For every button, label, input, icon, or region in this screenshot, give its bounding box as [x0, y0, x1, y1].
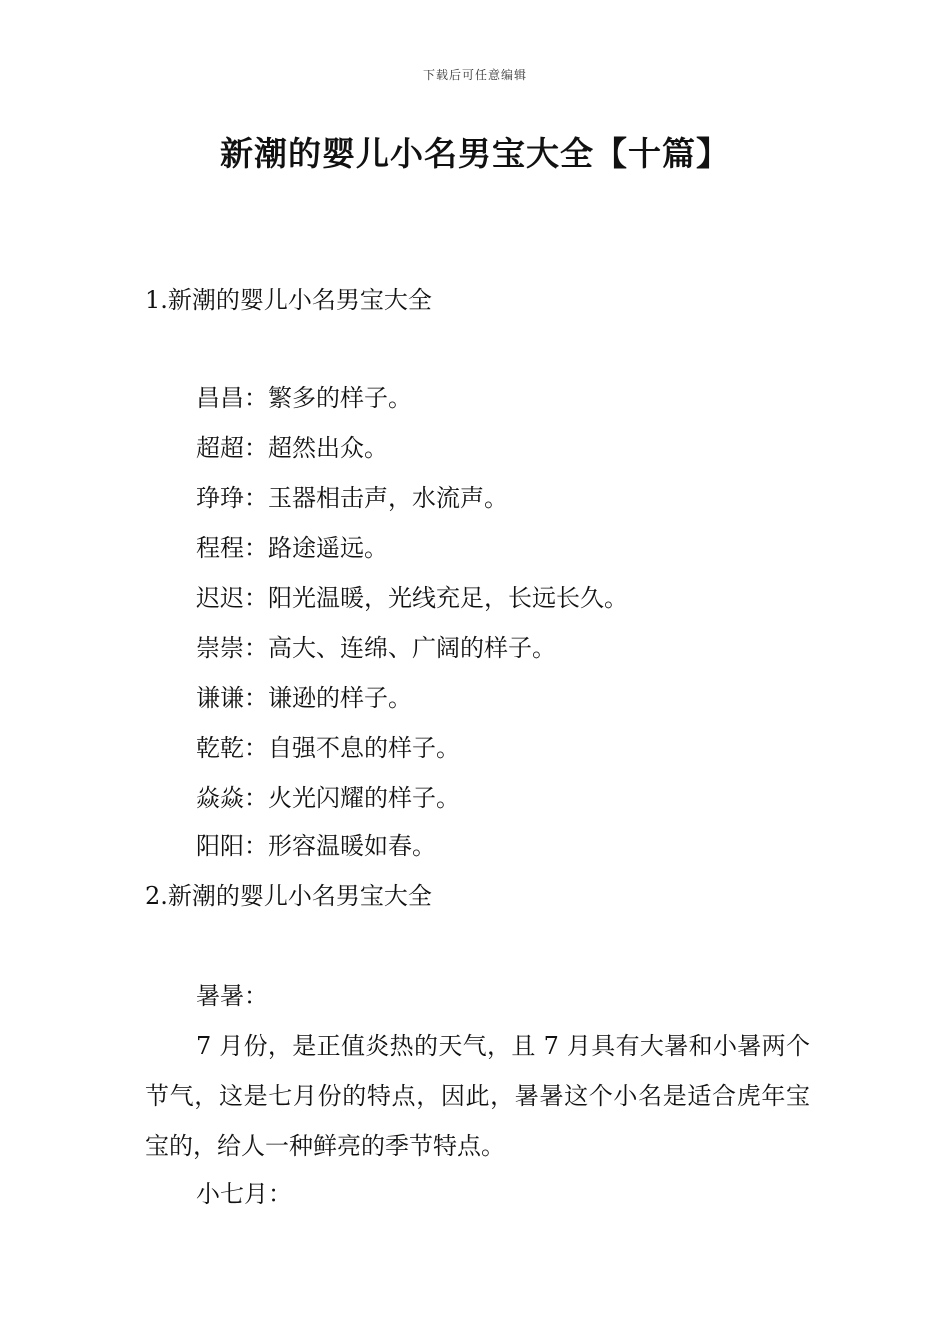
name-entry: 阳阳：形容温暖如春。 [196, 832, 436, 860]
name-entry: 谦谦：谦逊的样子。 [196, 684, 412, 712]
name-entry: 焱焱：火光闪耀的样子。 [196, 784, 460, 812]
name-entry: 暑暑： [196, 982, 268, 1010]
name-entry: 崇崇：高大、连绵、广阔的样子。 [196, 634, 556, 662]
name-entry: 程程：路途遥远。 [196, 534, 388, 562]
name-entry: 乾乾：自强不息的样子。 [196, 734, 460, 762]
section-heading-2: 2.新潮的婴儿小名男宝大全 [145, 882, 432, 910]
name-entry: 琤琤：玉器相击声，水流声。 [196, 484, 508, 512]
header-note: 下载后可任意编辑 [422, 68, 527, 82]
body-paragraph: 7 月份，是正值炎热的天气，且 7 月具有大暑和小暑两个节气，这是七月份的特点，因此，暑暑这个小名是适合虎年宝宝的，给人一种鲜亮的季节特点。 [145, 1032, 810, 1160]
section-heading-1: 1.新潮的婴儿小名男宝大全 [145, 286, 432, 314]
name-entry: 超超：超然出众。 [196, 434, 388, 462]
name-entry: 小七月： [196, 1180, 292, 1208]
name-entry: 昌昌：繁多的样子。 [196, 384, 412, 412]
document-title: 新潮的婴儿小名男宝大全【十篇】 [220, 134, 730, 173]
name-entry: 迟迟：阳光温暖，光线充足，长远长久。 [196, 584, 628, 612]
